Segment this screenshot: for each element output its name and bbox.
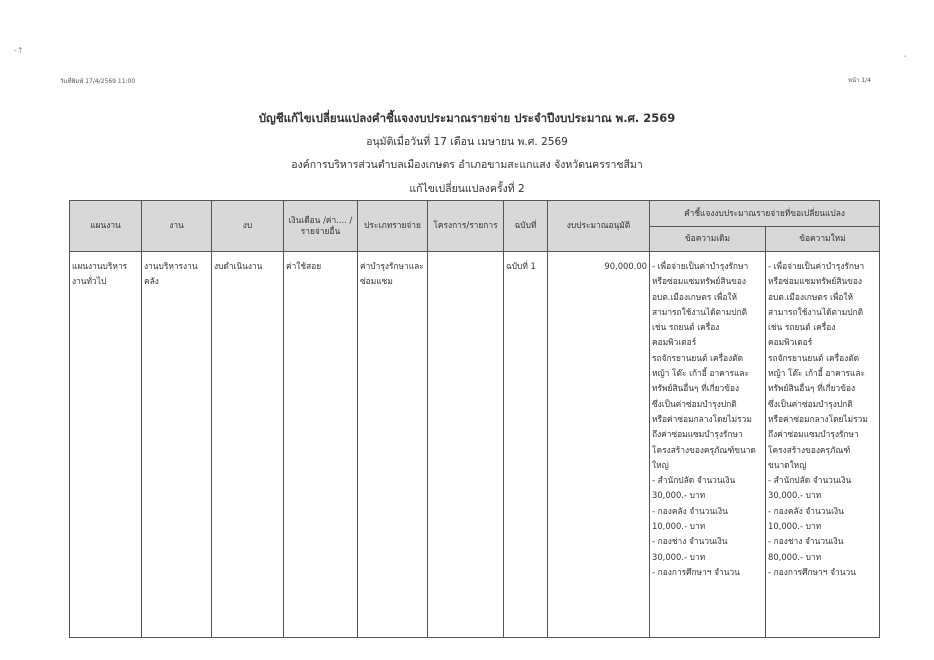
header-new-text: ข้อความใหม่ [766,227,880,252]
scan-artifact-mark-right: ˇ [903,55,907,64]
approval-date-line: อนุมัติเมื่อวันที่ 17 เดือน เมษายน พ.ศ. 2569 [366,136,568,148]
document-title: บัญชีแก้ไขเปลี่ยนแปลงคำชี้แจงงบประมาณรายจ่าย ประจำปีงบประมาณ พ.ศ. 2569 [258,111,676,125]
cell-expense-type: ค่าบำรุงรักษาและซ่อมแซม [358,252,428,638]
budget-change-table [69,200,880,638]
header-edition: ฉบับที่ [504,201,548,252]
header-job: งาน [142,201,212,252]
header-plan: แผนงาน [70,201,142,252]
header-approved-budget: งบประมาณอนุมัติ [548,201,650,252]
cell-budget: งบดำเนินงาน [212,252,284,638]
cell-edition: ฉบับที่ 1 [504,252,548,638]
cell-project [428,252,504,638]
cell-job: งานบริหารงานคลัง [142,252,212,638]
cell-category: ค่าใช้สอย [284,252,358,638]
header-project: โครงการ/รายการ [428,201,504,252]
table-row [70,252,880,638]
header-explanation-group: คำชี้แจงงบประมาณรายจ่ายที่ขอเปลี่ยนแปลง [650,201,880,227]
cell-new-text: - เพื่อจ่ายเป็นค่าบำรุงรักษา หรือซ่อมแซมทรัพย์สินของ อบต.เมืองเกษตร เพื่อให้ สามารถใช้งานได้ตามปกติ เช่น รถยนต์ เครื่อง คอมพิวเตอร์ รถจักรยานยนต์ เครื่องตัด หญ้า โต๊ะ เก้าอี้ อาคารและ ทรัพย์สินอื่นๆ ที่เกี่ยวข้อง ซึ่งเป็นค่าซ่อมบำรุงปกติ หรือค่าซ่อมกลางโดยไม่รวม ถึงค่าซ่อมแซมบำรุงรักษา โครงสร้างของครุภัณฑ์ ขนาดใหญ่ - สำนักปลัด จำนวนเงิน 30,000.- บาท - กองคลัง จำนวนเงิน 10,000.- บาท - กองช่าง จำนวนเงิน 80,000.- บาท - กองการศึกษาฯ จำนวน [766,252,880,638]
print-date: วันที่พิมพ์ 17/4/2569 11:00 [60,78,136,85]
header-category: เงินเดือน /ค่า.... / รายจ่ายอื่น [284,201,358,252]
cell-old-text: - เพื่อจ่ายเป็นค่าบำรุงรักษา หรือซ่อมแซมทรัพย์สินของ อบต.เมืองเกษตร เพื่อให้ สามารถใช้งานได้ตามปกติ เช่น รถยนต์ เครื่อง คอมพิวเตอร์ รถจักรยานยนต์ เครื่องตัด หญ้า โต๊ะ เก้าอี้ อาคารและ ทรัพย์สินอื่นๆ ที่เกี่ยวข้อง ซึ่งเป็นค่าซ่อมบำรุงปกติ หรือค่าซ่อมกลางโดยไม่รวม ถึงค่าซ่อมแซมบำรุงรักษา โครงสร้างของครุภัณฑ์ขนาด ใหญ่ - สำนักปลัด จำนวนเงิน 30,000.- บาท - กองคลัง จำนวนเงิน 10,000.- บาท - กองช่าง จำนวนเงิน 30,000.- บาท - กองการศึกษาฯ จำนวน [650,252,766,638]
cell-approved-budget: 90,000.00 [548,252,650,638]
page-number: หน้า 1/4 [848,77,871,84]
header-budget: งบ [212,201,284,252]
header-expense-type: ประเภทรายจ่าย [358,201,428,252]
scan-artifact-mark: -↑ [14,46,24,55]
organization-name: องค์การบริหารส่วนตำบลเมืองเกษตร อำเภอขามสะแกแสง จังหวัดนครราชสีมา [291,159,643,171]
revision-number: แก้ไขเปลี่ยนแปลงครั้งที่ 2 [409,183,525,195]
header-old-text: ข้อความเดิม [650,227,766,252]
cell-plan: แผนงานบริหารงานทั่วไป [70,252,142,638]
